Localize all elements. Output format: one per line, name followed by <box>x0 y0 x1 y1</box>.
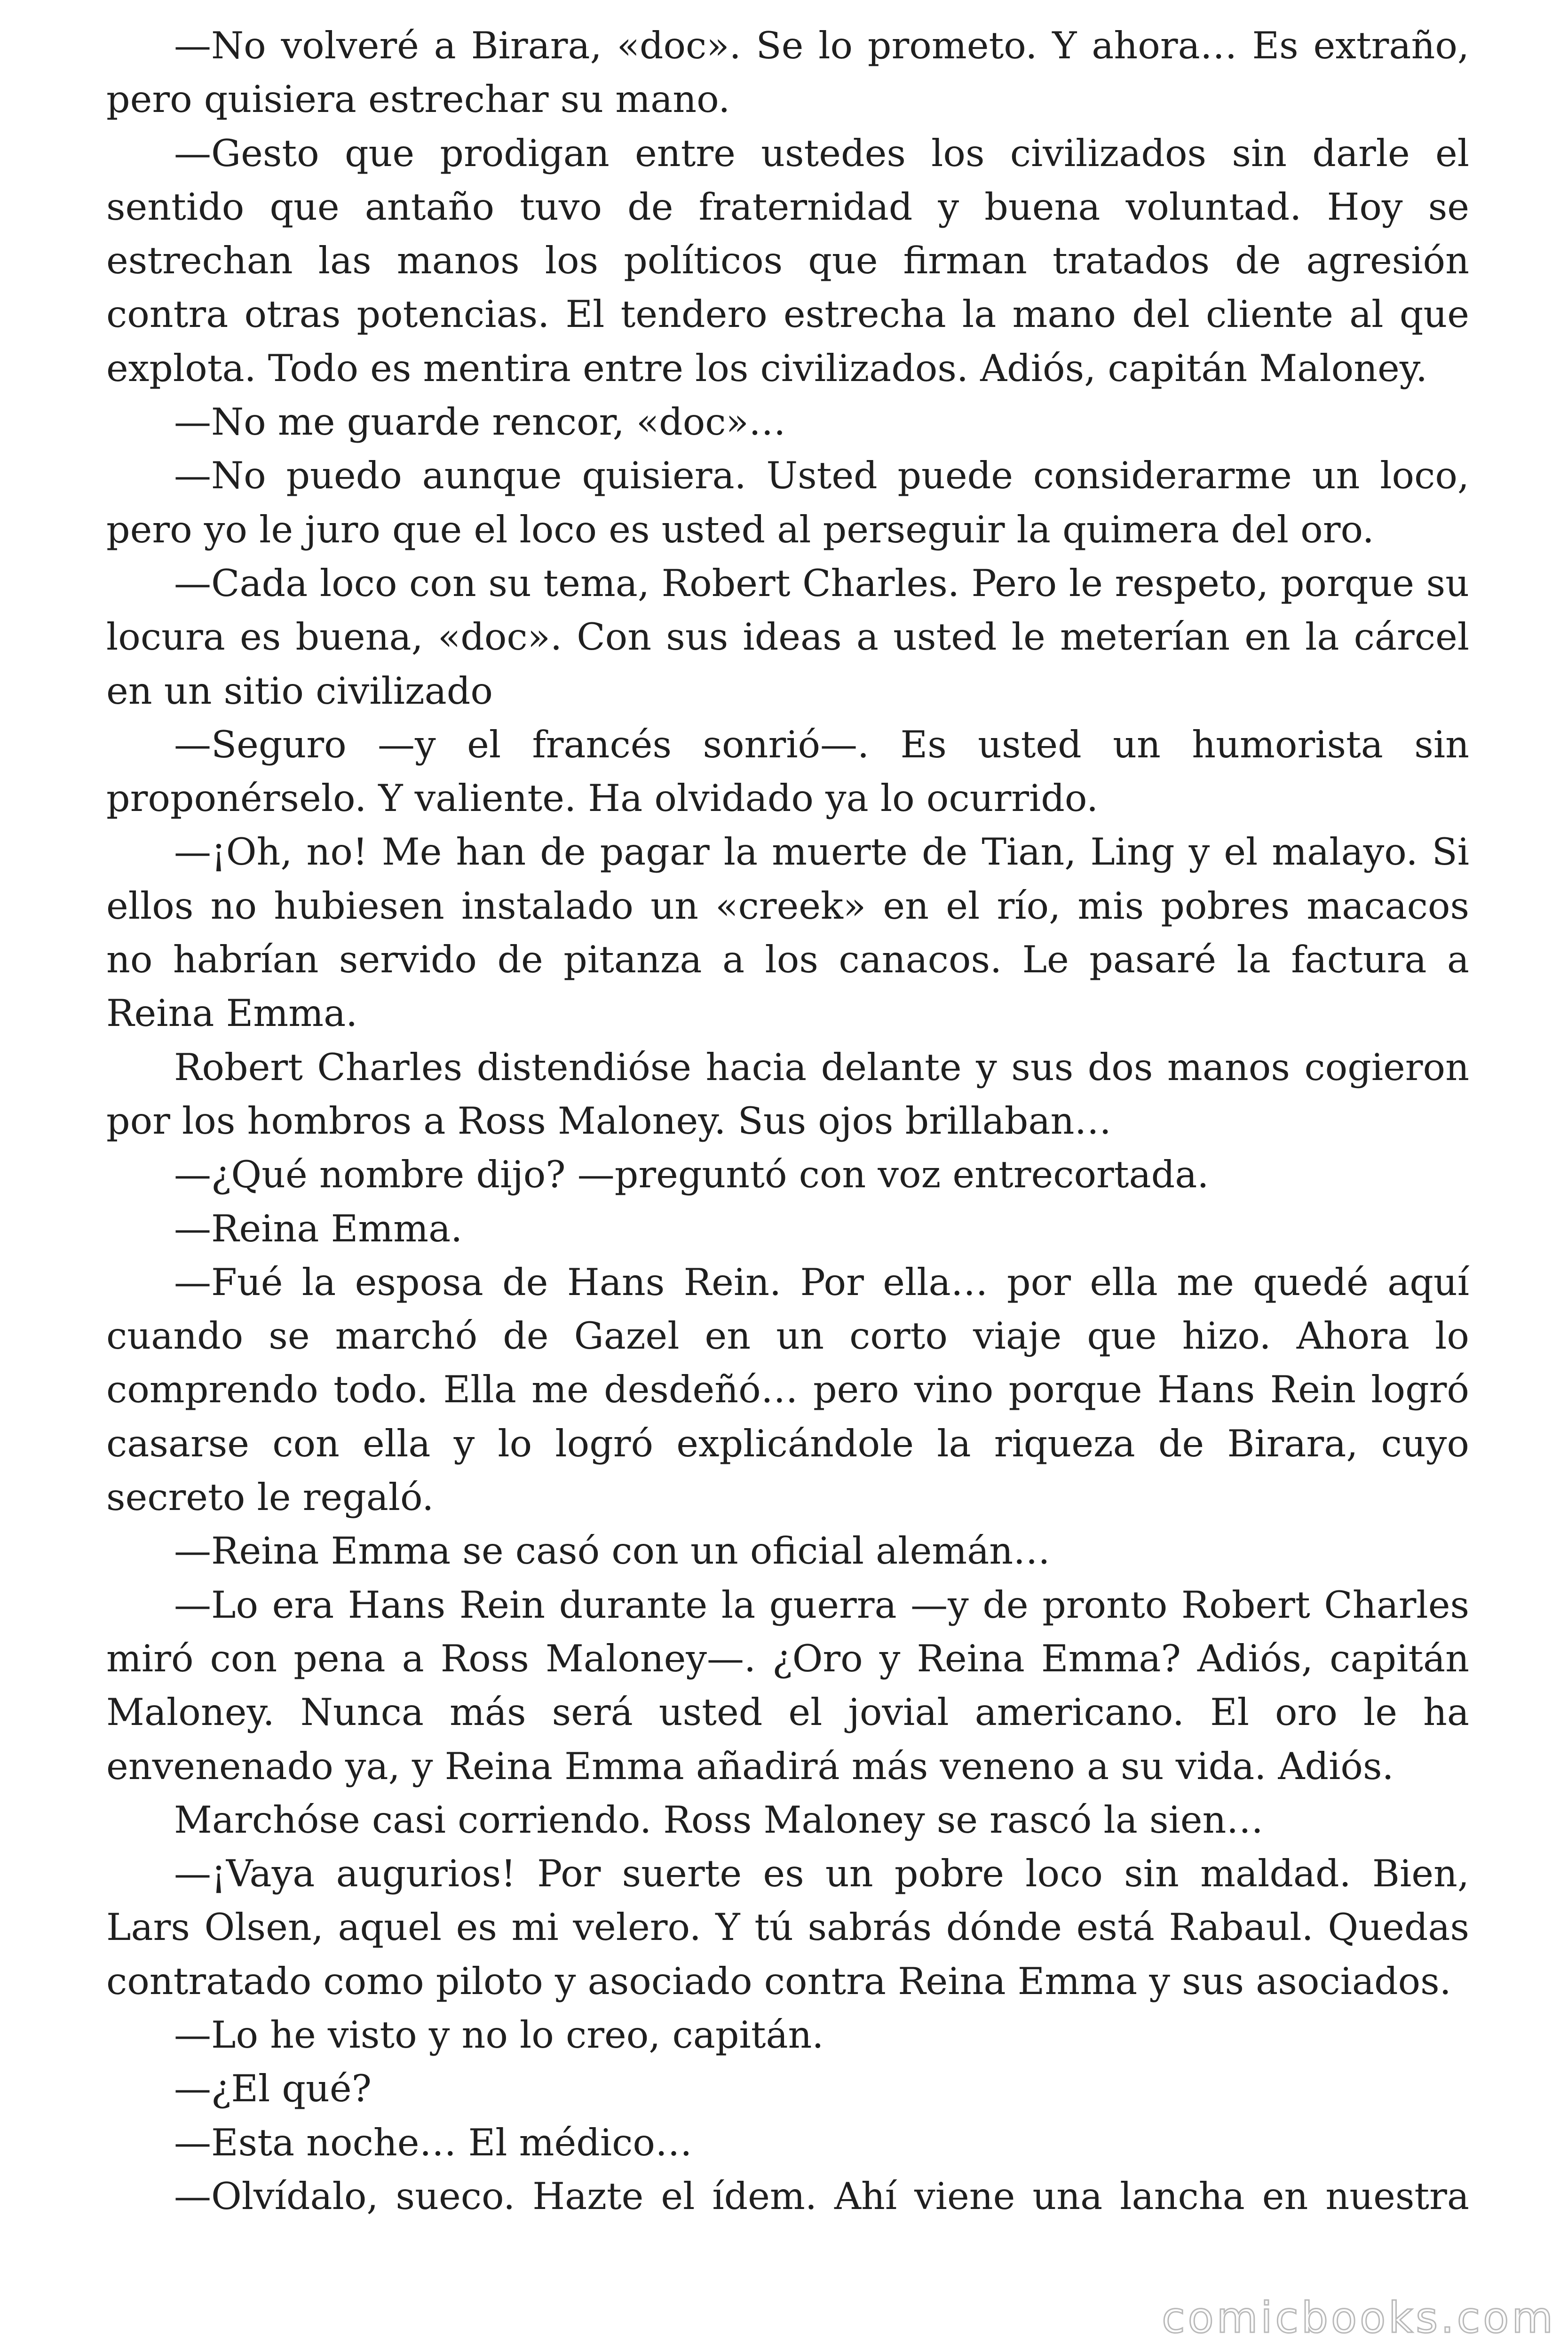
book-page-text <box>106 19 1469 2223</box>
paragraph: —Lo era Hans Rein durante la guerra —y de pronto Robert Charles miró con pena a Ross Maloney—. ¿Oro y Reina Emma? Adiós, capitán Maloney. Nunca más será usted el jovial americano. El oro le ha envenenado ya, y Reina Emma añadirá más veneno a su vida. Adiós. <box>106 1583 1469 1788</box>
paragraph: —¿El qué? <box>174 2067 372 2111</box>
paragraph: —¿Qué nombre dijo? —preguntó con voz entrecortada. <box>174 1153 1209 1197</box>
paragraph: —No volveré a Birara, «doc». Se lo prometo. Y ahora… Es extraño, pero quisiera estrechar su mano. <box>106 24 1469 121</box>
paragraph: —Reina Emma. <box>174 1207 463 1250</box>
paragraph: —¡Vaya augurios! Por suerte es un pobre loco sin maldad. Bien, Lars Olsen, aquel es mi velero. Y tú sabrás dónde está Rabaul. Quedas contratado como piloto y asociado contra Reina Emma y sus asociados. <box>106 1852 1469 2003</box>
paragraph: —No me guarde rencor, «doc»… <box>174 400 786 444</box>
paragraph: —¡Oh, no! Me han de pagar la muerte de Tian, Ling y el malayo. Si ellos no hubiesen instalado un «creek» en el río, mis pobres macacos no habrían servido de pitanza a los canacos. Le pasaré la factura a Reina Emma. <box>106 830 1469 1035</box>
paragraph: —No puedo aunque quisiera. Usted puede considerarme un loco, pero yo le juro que el loco es usted al perseguir la quimera del oro. <box>106 454 1469 551</box>
paragraph: —Gesto que prodigan entre ustedes los civilizados sin darle el sentido que antaño tuvo de fraternidad y buena voluntad. Hoy se estrechan las manos los políticos que firman tratados de agresión contra otras potencias. El tendero estrecha la mano del cliente al que explota. Todo es mentira entre los civilizados. Adiós, capitán Maloney. <box>106 131 1469 390</box>
paragraph: —Cada loco con su tema, Robert Charles. Pero le respeto, porque su locura es buena, «doc». Con sus ideas a usted le meterían en la cárcel en un sitio civilizado <box>106 561 1469 713</box>
paragraph: —Lo he visto y no lo creo, capitán. <box>174 2013 824 2057</box>
paragraph: —Olvídalo, sueco. Hazte el ídem. Ahí viene una lancha en nuestra <box>174 2174 1469 2218</box>
watermark: comicbooks.com <box>1162 2293 1556 2343</box>
paragraph: —Esta noche… El médico… <box>174 2121 692 2164</box>
paragraph: Marchóse casi corriendo. Ross Maloney se rascó la sien… <box>174 1798 1264 1842</box>
paragraph: Robert Charles distendióse hacia delante y sus dos manos cogieron por los hombros a Ross Maloney. Sus ojos brillaban… <box>106 1045 1469 1143</box>
paragraph: —Reina Emma se casó con un oficial alemán… <box>174 1529 1051 1573</box>
paragraph: —Seguro —y el francés sonrió—. Es usted un humorista sin proponérselo. Y valiente. Ha olvidado ya lo ocurrido. <box>106 723 1469 820</box>
paragraph: —Fué la esposa de Hans Rein. Por ella… por ella me quedé aquí cuando se marchó de Gazel en un corto viaje que hizo. Ahora lo comprendo todo. Ella me desdeñó… pero vino porque Hans Rein logró casarse con ella y lo logró explicándole la riqueza de Birara, cuyo secreto le regaló. <box>106 1260 1469 1519</box>
